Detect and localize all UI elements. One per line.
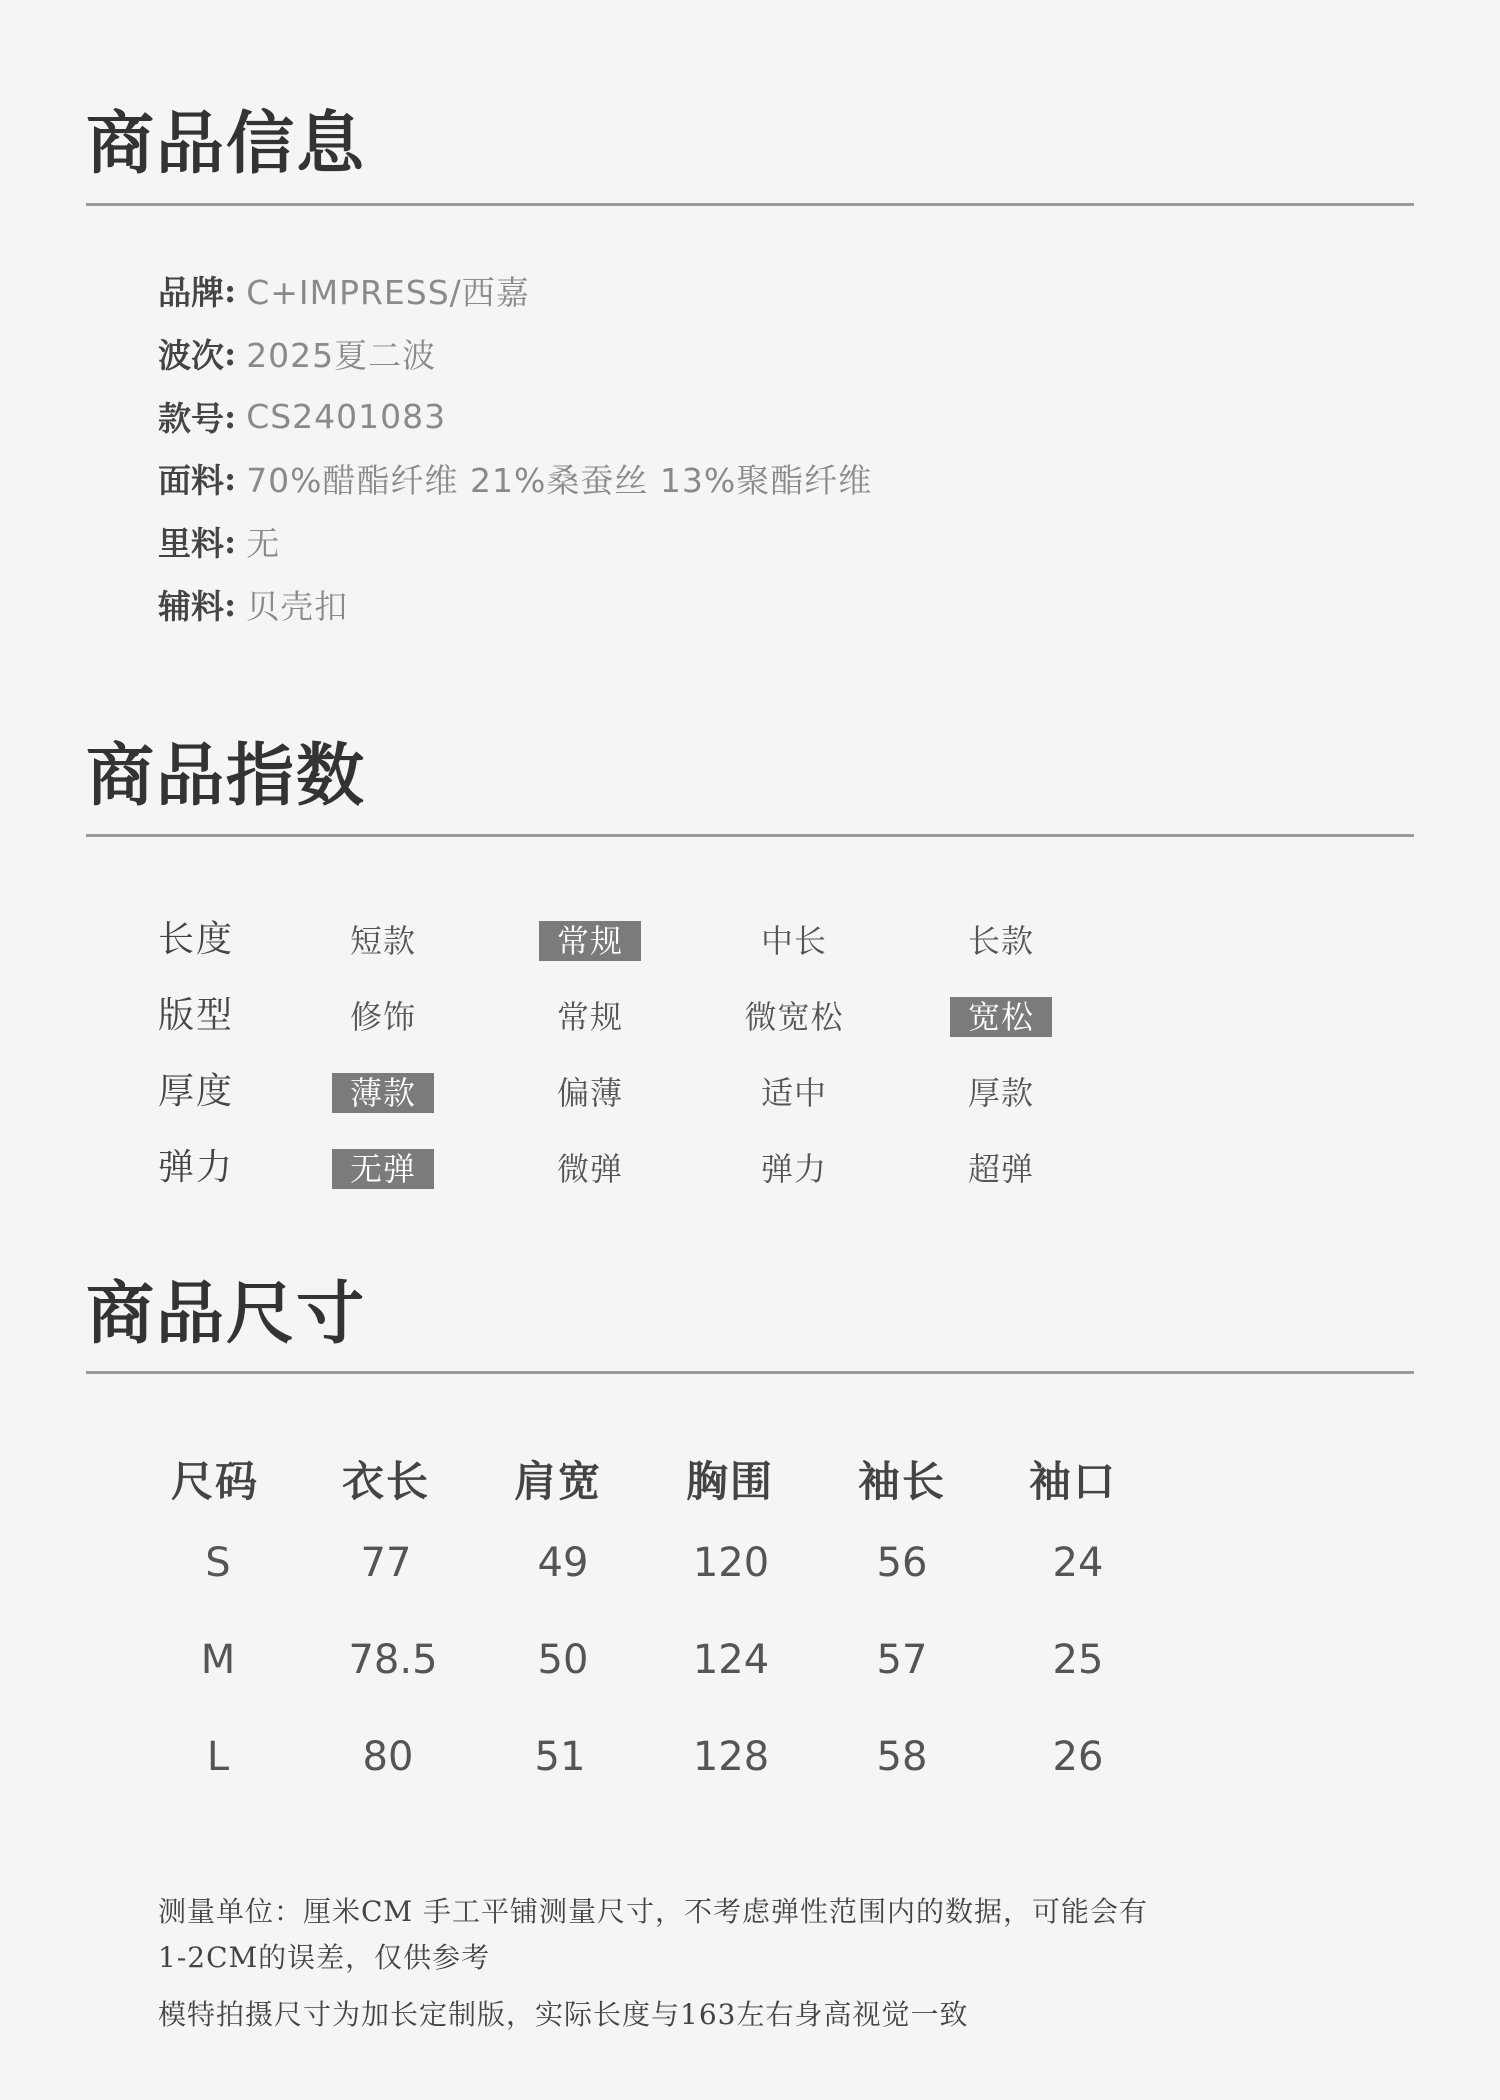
size-header-cell: 肩宽	[513, 1457, 602, 1506]
index-option-selected: 无弹	[332, 1149, 434, 1189]
index-option: 微弹	[556, 1150, 623, 1188]
index-option: 中长	[760, 922, 827, 960]
info-colon: :	[224, 333, 237, 373]
size-divider	[86, 1371, 1414, 1374]
info-section-title: 商品信息	[86, 104, 367, 184]
index-option: 偏薄	[556, 1074, 623, 1112]
index-option: 微宽松	[744, 998, 844, 1036]
info-value: 2025夏二波	[246, 335, 437, 375]
size-header-cell: 胸围	[685, 1457, 774, 1506]
index-label: 厚度	[158, 1071, 235, 1112]
info-row-brand	[158, 268, 530, 312]
size-cell: S	[205, 1540, 231, 1586]
info-colon: :	[224, 584, 237, 624]
size-cell: 78.5	[348, 1637, 438, 1683]
info-colon: :	[224, 458, 237, 498]
info-value: 贝壳扣	[246, 586, 349, 626]
info-row-lining	[158, 519, 280, 563]
index-option-selected: 宽松	[950, 997, 1052, 1037]
info-row-accessories	[158, 582, 348, 626]
index-label: 版型	[158, 995, 235, 1036]
size-cell: 25	[1052, 1637, 1104, 1683]
size-cell: 57	[876, 1637, 928, 1683]
index-option: 弹力	[760, 1150, 827, 1188]
info-row-wave	[158, 331, 436, 375]
info-label: 里料	[158, 523, 224, 563]
size-cell: 50	[537, 1637, 589, 1683]
size-cell: 80	[362, 1734, 414, 1780]
index-option: 厚款	[967, 1074, 1034, 1112]
measurement-note-line1: 测量单位：厘米CM 手工平铺测量尺寸，不考虑弹性范围内的数据，可能会有	[158, 1895, 1148, 1928]
size-cell: 56	[876, 1540, 928, 1586]
size-cell: 128	[692, 1734, 770, 1780]
size-cell: L	[206, 1734, 230, 1780]
info-colon: :	[224, 396, 237, 436]
info-value: 无	[246, 523, 281, 563]
info-label: 面料	[158, 460, 224, 500]
info-row-fabric	[158, 456, 872, 500]
size-header-cell: 尺码	[170, 1457, 259, 1506]
index-option: 修饰	[349, 998, 416, 1036]
measurement-note-line2: 1-2CM的误差，仅供参考	[158, 1941, 491, 1974]
info-colon: :	[224, 270, 237, 310]
info-colon: :	[224, 521, 237, 561]
index-option: 长款	[967, 922, 1034, 960]
index-option: 适中	[760, 1074, 827, 1112]
info-value: CS2401083	[246, 396, 447, 436]
size-header-cell: 衣长	[341, 1457, 430, 1506]
size-cell: 58	[876, 1734, 928, 1780]
model-note: 模特拍摄尺寸为加长定制版，实际长度与163左右身高视觉一致	[158, 1998, 969, 2031]
index-option: 常规	[556, 998, 623, 1036]
size-cell: 120	[692, 1540, 770, 1586]
info-value: C+IMPRESS/西嘉	[246, 272, 530, 312]
size-cell: 51	[534, 1734, 586, 1780]
size-cell: 24	[1052, 1540, 1104, 1586]
size-cell: 49	[537, 1540, 589, 1586]
size-cell: 77	[360, 1540, 412, 1586]
info-label: 款号	[158, 398, 224, 438]
size-cell: 26	[1052, 1734, 1104, 1780]
info-label: 品牌	[158, 272, 224, 312]
index-label: 长度	[158, 919, 235, 960]
info-divider	[86, 203, 1414, 206]
info-row-style-number	[158, 394, 446, 438]
size-header-cell: 袖口	[1028, 1457, 1117, 1506]
info-label: 波次	[158, 335, 224, 375]
index-option-selected: 薄款	[332, 1073, 434, 1113]
size-header-cell: 袖长	[857, 1457, 946, 1506]
size-section-title: 商品尺寸	[86, 1274, 367, 1354]
index-label: 弹力	[158, 1147, 235, 1188]
index-option: 超弹	[967, 1150, 1034, 1188]
size-cell: M	[200, 1637, 236, 1683]
info-label: 辅料	[158, 586, 224, 626]
index-section-title: 商品指数	[86, 736, 367, 816]
index-option-selected: 常规	[539, 921, 641, 961]
size-cell: 124	[692, 1637, 770, 1683]
index-divider	[86, 834, 1414, 837]
index-option: 短款	[349, 922, 416, 960]
info-value: 70%醋酯纤维 21%桑蚕丝 13%聚酯纤维	[246, 460, 873, 500]
